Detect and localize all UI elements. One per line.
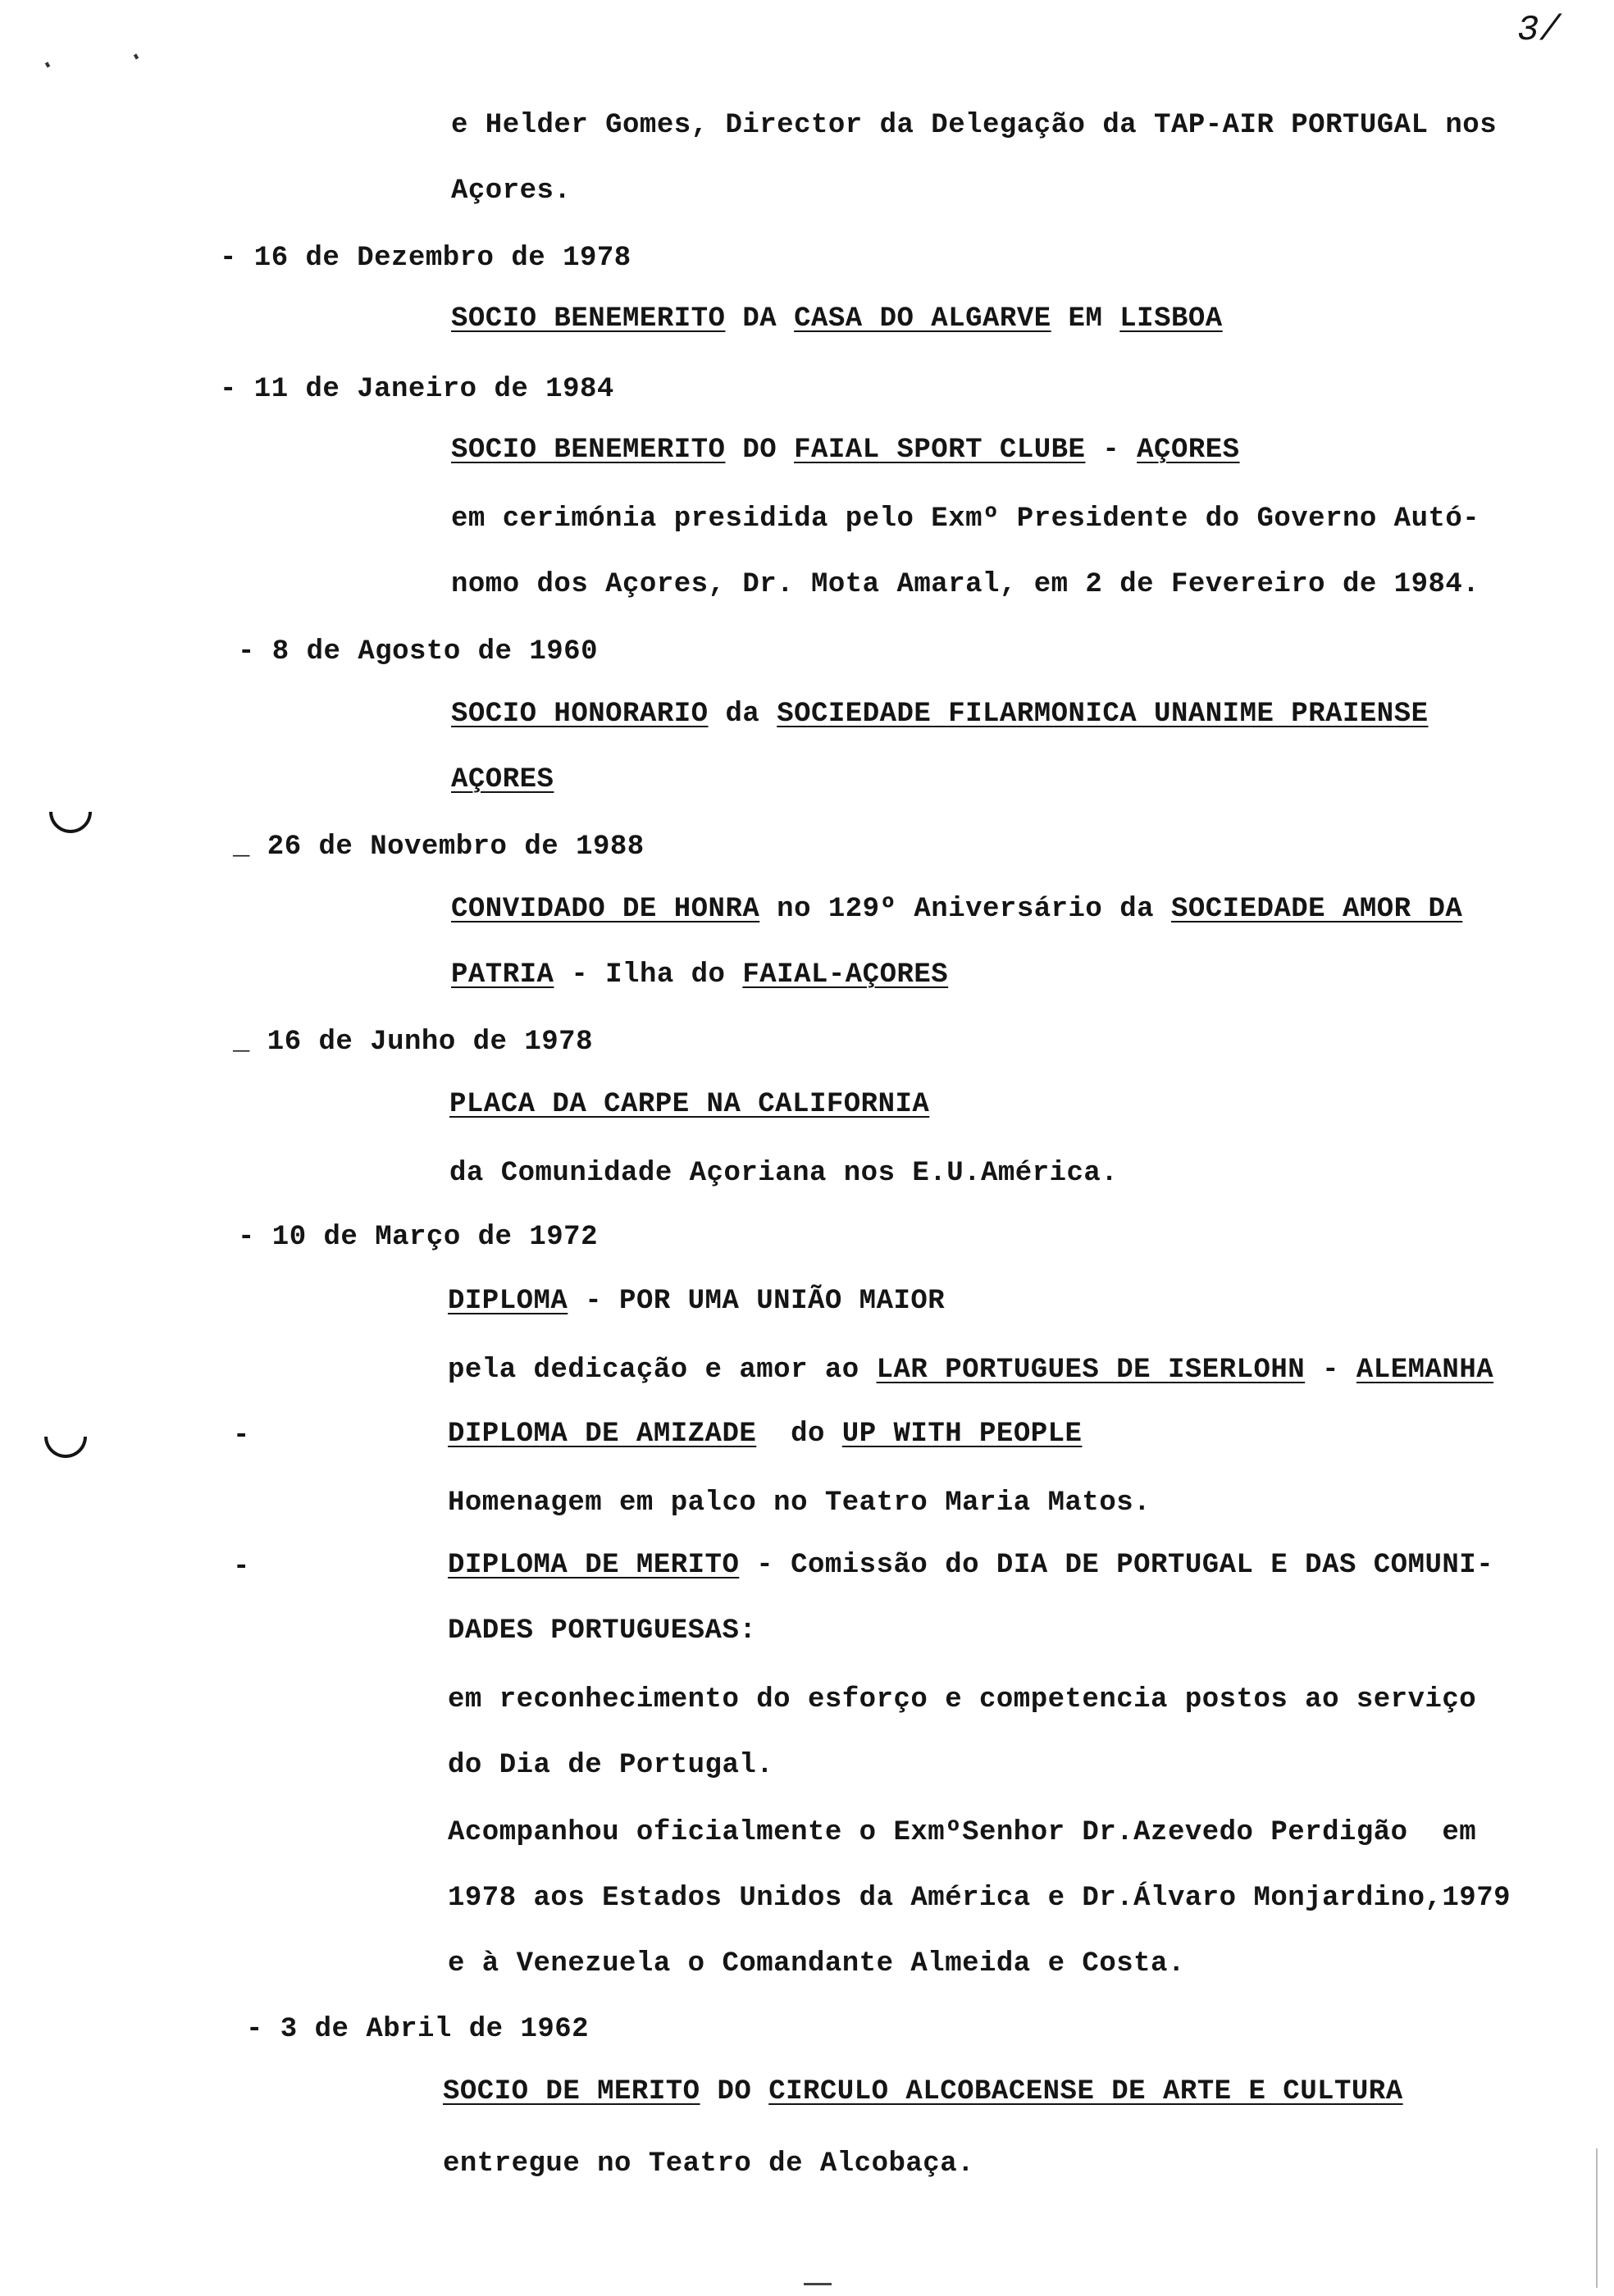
text-line [443, 2078, 1403, 2106]
institution-underlined: CASA DO ALGARVE [794, 303, 1051, 335]
text-span: - [1085, 435, 1138, 466]
place-underlined: AÇORES [1137, 435, 1240, 466]
entry-date: - 3 de Abril de 1962 [246, 2014, 590, 2045]
text-line [451, 305, 1223, 333]
entry-date: - 10 de Março de 1972 [238, 1222, 598, 1253]
title-underlined: SOCIO BENEMERITO [451, 303, 726, 335]
text-line: entregue no Teatro de Alcobaça. [443, 2148, 975, 2180]
text-line [448, 1287, 945, 1315]
institution-underlined: PATRIA [451, 959, 554, 991]
text-line: Açores. [451, 175, 572, 207]
text-line: DADES PORTUGUESAS: [448, 1615, 757, 1647]
title-underlined: CONVIDADO DE HONRA [451, 894, 760, 925]
place-underlined: FAIAL-AÇORES [742, 959, 949, 991]
text-span: da [708, 699, 777, 730]
bottom-mark [804, 2283, 832, 2285]
place-underlined: ALEMANHA [1356, 1355, 1494, 1386]
title-underlined: SOCIO DE MERITO [443, 2076, 700, 2107]
text-line: e à Venezuela o Comandante Almeida e Costa. [448, 1948, 1185, 1979]
text-line [449, 1091, 929, 1118]
entry-date: _ 26 de Novembro de 1988 [233, 831, 645, 863]
page-number: 3/ [1517, 10, 1562, 51]
text-line [451, 895, 1462, 923]
entry-date: - 11 de Janeiro de 1984 [220, 374, 614, 405]
text-span: no 129º Aniversário da [759, 894, 1171, 925]
binder-hole-mark [44, 1437, 87, 1458]
title-underlined: SOCIO HONORARIO [451, 699, 709, 730]
institution-underlined: SOCIEDADE FILARMONICA UNANIME PRAIENSE [777, 699, 1429, 730]
text-line [448, 1356, 1493, 1384]
bullet-dash: - [233, 1420, 250, 1451]
text-span: - Comissão do DIA DE PORTUGAL E DAS COMUNI- [739, 1550, 1494, 1581]
text-line: e Helder Gomes, Director da Delegação da TAP-AIR PORTUGAL nos [451, 110, 1498, 141]
institution-underlined: LAR PORTUGUES DE ISERLOHN [876, 1355, 1306, 1386]
entry-date: - 8 de Agosto de 1960 [238, 636, 598, 667]
text-span: do [756, 1419, 842, 1450]
text-span: - [1305, 1355, 1356, 1386]
text-line: do Dia de Portugal. [448, 1750, 774, 1781]
institution-underlined: CIRCULO ALCOBACENSE DE ARTE E CULTURA [768, 2076, 1403, 2107]
binder-hole-mark [49, 812, 92, 833]
text-span: EM [1051, 303, 1120, 335]
text-line: da Comunidade Açoriana nos E.U.América. [449, 1158, 1119, 1189]
text-line: 1978 aos Estados Unidos da América e Dr.Álvaro Monjardino,1979 [448, 1883, 1511, 1914]
title-underlined: DIPLOMA DE AMIZADE [448, 1419, 757, 1450]
institution-underlined: UP WITH PEOPLE [841, 1419, 1083, 1450]
title-underlined: SOCIO BENEMERITO [451, 435, 726, 466]
entry-date: _ 16 de Junho de 1978 [233, 1027, 593, 1058]
text-line [451, 961, 948, 989]
text-span: DO [725, 435, 795, 466]
text-line [451, 700, 1429, 728]
title-underlined: DIPLOMA DE MERITO [448, 1550, 740, 1581]
text-span: - Ilha do [554, 959, 743, 991]
text-span: DA [725, 303, 795, 335]
text-span: - POR UMA UNIÃO MAIOR [568, 1286, 946, 1317]
text-line [448, 1551, 1493, 1579]
text-line: Homenagem em palco no Teatro Maria Matos. [448, 1487, 1151, 1519]
scan-speck [45, 61, 50, 67]
title-underlined: DIPLOMA [448, 1286, 568, 1317]
text-line [451, 766, 554, 794]
text-span: pela dedicação e amor ao [448, 1355, 877, 1386]
place-underlined: AÇORES [451, 764, 554, 795]
institution-underlined: SOCIEDADE AMOR DA [1170, 894, 1463, 925]
bullet-dash: - [233, 1551, 250, 1583]
text-line [448, 1420, 1082, 1448]
text-line: nomo dos Açores, Dr. Mota Amaral, em 2 de Fevereiro de 1984. [451, 569, 1480, 600]
institution-underlined: FAIAL SPORT CLUBE [794, 435, 1086, 466]
text-line: Acompanhou oficialmente o ExmºSenhor Dr.Azevedo Perdigão em [448, 1817, 1477, 1848]
entry-date: - 16 de Dezembro de 1978 [220, 243, 631, 274]
scan-speck [134, 53, 139, 59]
place-underlined: LISBOA [1119, 303, 1223, 335]
page-edge-line [1596, 2148, 1598, 2288]
text-span: DO [700, 2076, 769, 2107]
text-line: em cerimónia presidida pelo Exmº Presidente do Governo Autó- [451, 503, 1480, 535]
text-line: em reconhecimento do esforço e competencia postos ao serviço [448, 1684, 1477, 1715]
text-line [451, 436, 1240, 464]
title-underlined: PLACA DA CARPE NA CALIFORNIA [449, 1089, 930, 1120]
